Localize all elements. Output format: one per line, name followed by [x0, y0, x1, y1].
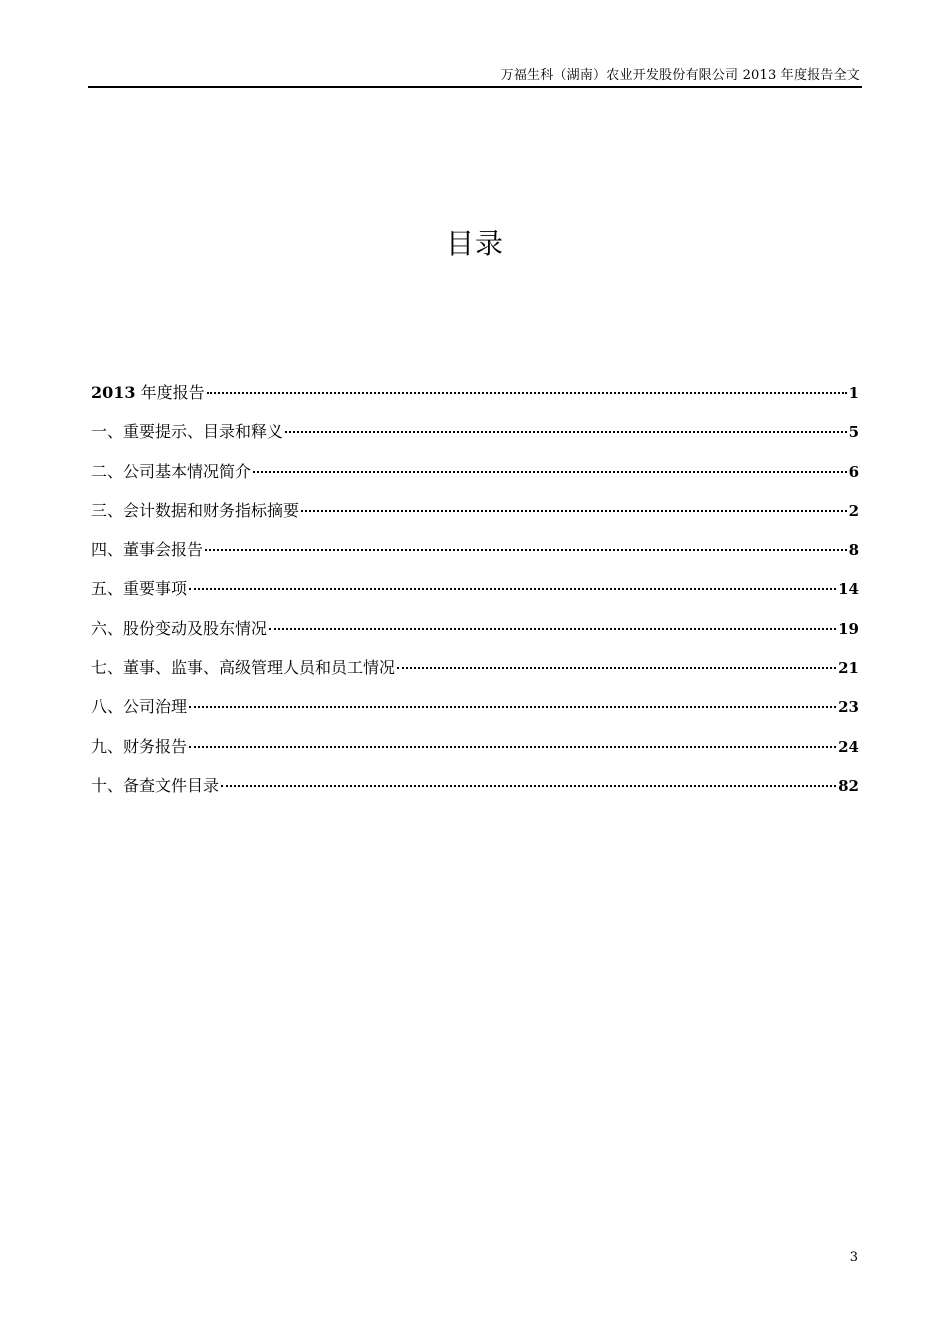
toc-page-number: 19	[838, 619, 859, 638]
toc-item-label: 十、备查文件目录	[91, 775, 220, 795]
toc-dot-leader	[301, 510, 847, 512]
toc-page-number: 82	[838, 776, 859, 795]
toc-item-financial-report[interactable]	[91, 734, 859, 773]
toc-dot-leader	[205, 549, 847, 551]
toc-dot-leader	[285, 431, 847, 433]
toc-dot-leader	[253, 471, 847, 473]
toc-page-number: 5	[848, 423, 859, 442]
toc-dot-leader	[221, 785, 836, 787]
page-title: 目录	[445, 227, 504, 260]
toc-item-reference-documents[interactable]	[91, 773, 859, 812]
toc-item-label: 二、公司基本情况简介	[91, 461, 252, 481]
toc-item-annual-report[interactable]	[91, 380, 859, 419]
toc-item-board-report[interactable]	[91, 537, 859, 576]
toc-item-label: 八、公司治理	[91, 697, 188, 717]
toc-page-number: 8	[848, 541, 859, 560]
toc-page-number: 23	[838, 698, 859, 717]
toc-page-number: 21	[838, 659, 859, 678]
toc-page-number: 1	[848, 384, 859, 402]
toc-page-number: 14	[838, 580, 859, 599]
header-divider	[88, 86, 862, 88]
toc-item-management-staff[interactable]	[91, 655, 859, 694]
toc-item-label: 一、重要提示、目录和释义	[91, 422, 284, 442]
toc-item-financial-summary[interactable]	[91, 498, 859, 537]
toc-dot-leader	[189, 706, 836, 708]
toc-item-share-changes[interactable]	[91, 616, 859, 655]
table-of-contents	[91, 380, 859, 812]
toc-item-label: 六、股份变动及股东情况	[91, 618, 268, 638]
toc-page-number: 6	[848, 462, 859, 481]
toc-item-label: 2013 年度报告	[91, 383, 205, 402]
toc-dot-leader	[189, 588, 836, 590]
toc-item-significant-events[interactable]	[91, 576, 859, 615]
toc-item-label: 五、重要事项	[91, 579, 188, 599]
toc-item-company-profile[interactable]	[91, 459, 859, 498]
toc-dot-leader	[189, 746, 836, 748]
toc-dot-leader	[207, 392, 847, 394]
toc-item-label: 三、会计数据和财务指标摘要	[91, 500, 300, 520]
running-header: 万福生科（湖南）农业开发股份有限公司 2013 年度报告全文	[500, 68, 860, 83]
toc-item-important-notice[interactable]	[91, 419, 859, 458]
toc-item-label: 四、董事会报告	[91, 540, 204, 560]
toc-item-label: 七、董事、监事、高级管理人员和员工情况	[91, 658, 396, 678]
toc-dot-leader	[269, 628, 836, 630]
toc-item-label: 九、财务报告	[91, 736, 188, 756]
toc-page-number: 2	[848, 501, 859, 520]
toc-item-corporate-governance[interactable]	[91, 694, 859, 733]
footer-page-number: 3	[849, 1250, 858, 1265]
toc-dot-leader	[397, 667, 836, 669]
toc-page-number: 24	[838, 737, 859, 756]
